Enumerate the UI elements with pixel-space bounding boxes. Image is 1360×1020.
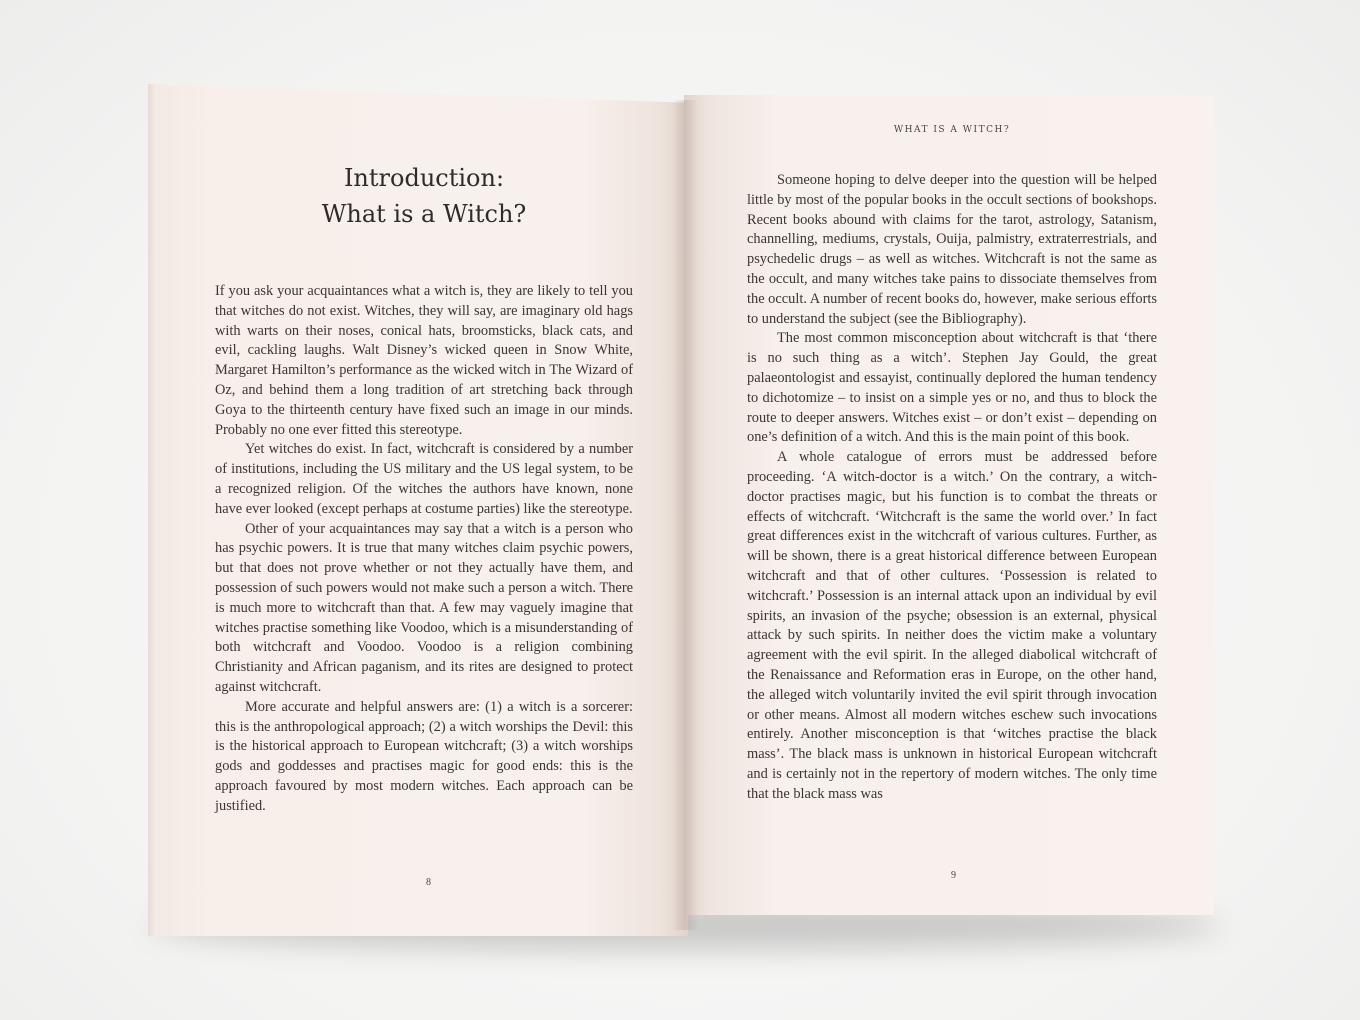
left-paragraph-1: If you ask your acquaintances what a witch is, they are likely to tell you that witches do not exist. Witches, they will say, are imaginary old hags with warts on their noses, conical hats, broomsticks, black cats, and evil, cackling laughs. Walt Disney’s wicked queen in Snow White, Margaret Hamilton’s performance as the wicked witch in The Wizard of Oz, and behind them a long tradition of art stretching back through Goya to the thirteenth century have fixed such an image in our minds. Probably no one ever fitted this stereotype. <box>215 283 633 438</box>
left-page-edge <box>148 84 156 936</box>
book-gutter <box>672 100 698 930</box>
right-paragraph-1: Someone hoping to delve deeper into the question will be helped little by most of the popular books in the occult sections of bookshops. Recent books abound with claims for the tarot, astrology, Satanism, channelling, mediums, crystals, Ouija, palmistry, extraterrestrials, and psychedelic drugs – as well as witches. Witchcraft is not the same as the occult, and many witches take pains to dissociate themselves from the occult. A number of recent books do, however, make serious efforts to understand the subject (see the Bibliography). <box>747 172 1157 327</box>
right-paragraph-2: The most common misconception about witchcraft is that ‘there is no such thing as a witch’. Stephen Jay Gould, the great palaeontologist and essayist, continually deplored the human tendency to dichotomize – to insist on a simple yes or no, and thus to block the route to deeper answers. Witches exist – or don’t exist – depending on one’s definition of a witch. And this is the main point of this book. <box>747 330 1157 446</box>
left-page-content <box>215 160 633 817</box>
chapter-title <box>215 160 633 232</box>
running-head: WHAT IS A WITCH? <box>893 125 1011 135</box>
left-page-number: 8 <box>426 877 431 888</box>
left-paragraph-4: More accurate and helpful answers are: (1) a witch is a sorcerer: this is the anthropological approach; (2) a witch worships the Devil: this is the historical approach to European witchcraft; (3) a witch worships gods and goddesses and practises magic for good ends: this is the approach favoured by most modern witches. Each approach can be justified. <box>215 698 633 814</box>
right-page-number: 9 <box>951 870 956 881</box>
left-body-text <box>215 282 633 817</box>
right-paragraph-3: A whole catalogue of errors must be addressed before proceeding. ‘A witch-doctor is a witch.’ On the contrary, a witch-doctor practises magic, but his function is to combat the threats or effects of witchcraft. ‘Witchcraft is the same the world over.’ In fact great differences exist in the witchcraft of various cultures. Further, as will be shown, there is a great historical difference between European witchcraft and that of other cultures. ‘Possession is related to witchcraft.’ Possession is an internal attack upon an individual by evil spirits, an invasion of the psyche; obsession is an external, physical attack by such spirits. In neither does the victim make a voluntary agreement with the evil spirit. In the alleged diabolical witchcraft of the Renaissance and Reformation eras in Europe, on the other hand, the alleged witch voluntarily invited the evil spirit through invocation or other means. Almost all modern witches eschew such invocations entirely. Another misconception is that ‘witches practise the black mass’. The black mass is unknown in historical European witchcraft and is certainly not in the repertory of modern witches. The only time that the black mass was <box>747 449 1157 802</box>
chapter-title-line1: Introduction: <box>343 164 505 192</box>
right-body-text <box>747 171 1157 805</box>
left-paragraph-3: Other of your acquaintances may say that a witch is a person who has psychic powers. It is true that many witches claim psychic powers, but that does not prove whether or not they actually have them, and possession of such powers would not make such a person a witch. There is much more to witchcraft than that. A few may vaguely imagine that witches practise something like Voodoo, which is a misunderstanding of both witchcraft and Voodoo. Voodoo is a religion combining Christianity and African paganism, and its rites are designed to protect against witchcraft. <box>215 520 633 695</box>
left-paragraph-2: Yet witches do exist. In fact, witchcraft is considered by a number of institutions, including the US military and the US legal system, to be a recognized religion. Of the witches the authors have known, none have ever looked (except perhaps at costume parties) like the stereotype. <box>215 441 633 517</box>
right-page-content <box>747 125 1157 805</box>
chapter-title-line2: What is a Witch? <box>321 200 527 228</box>
